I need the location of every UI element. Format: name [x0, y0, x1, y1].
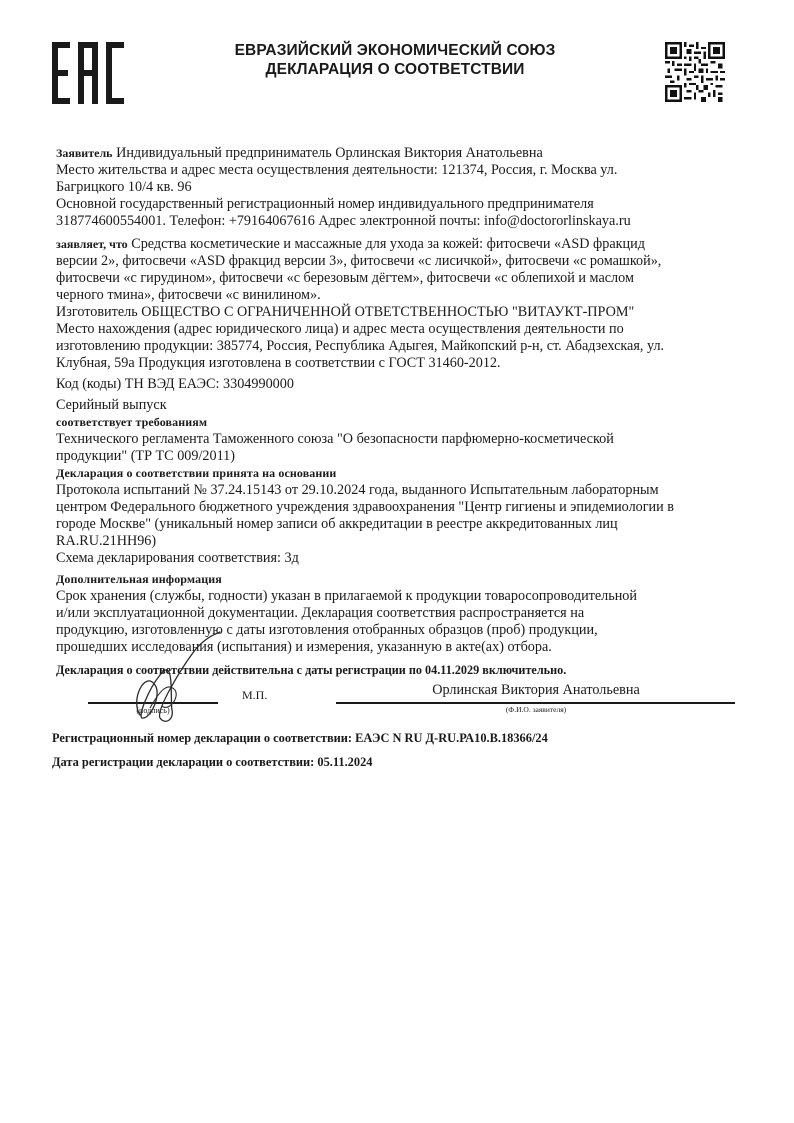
product-line1: [56, 236, 746, 253]
product-label: заявляет, что: [56, 237, 128, 251]
eac-logo: [52, 42, 124, 104]
declaration-body: [56, 145, 746, 656]
applicant-reg-line2: 318774600554001. Телефон: +79164067616 Адрес электронной почты: info@doctororlinskaya.ru: [56, 213, 631, 229]
validity-statement: Декларация о соответствии действительна с даты регистрации по 04.11.2029 включительно.: [56, 663, 567, 677]
manufacturer-line2: Место нахождения (адрес юридического лица) и адрес места осуществления деятельности по: [56, 321, 624, 337]
additional-line1: Срок хранения (службы, годности) указан в прилагаемой к продукции товаросопроводительной: [56, 588, 637, 604]
requirements-label: соответствует требованиям: [56, 415, 208, 429]
product-line2: версии 2», фитосвечи «ASD фракцид версии 3», фитосвечи «с лисичкой», фитосвечи «с ромашкой»,: [56, 253, 662, 269]
additional-info-label: Дополнительная информация: [56, 572, 222, 586]
name-line: [336, 702, 735, 704]
basis-label: Декларация о соответствии принята на основании: [56, 466, 337, 480]
title-union: ЕВРАЗИЙСКИЙ ЭКОНОМИЧЕСКИЙ СОЮЗ: [234, 42, 556, 59]
release-type: Серийный выпуск: [56, 397, 167, 413]
handwritten-signature: [120, 630, 230, 730]
additional-line2: и/или эксплуатационной документации. Декларация соответствия распространяется на: [56, 605, 585, 621]
product-line4: черного тмина», фитосвечи «с винилином».: [56, 287, 321, 303]
signature-caption: (подпись): [136, 706, 170, 715]
product-line3: фитосвечи «с гирудином», фитосвечи «с березовым дёгтем», фитосвечи «с облепихой и маслом: [56, 270, 634, 286]
applicant-name: Индивидуальный предприниматель Орлинская Виктория Анатольевна: [116, 145, 543, 161]
manufacturer-line4: Клубная, 59а Продукция изготовлена в соответствии с ГОСТ 31460-2012.: [56, 355, 501, 371]
manufacturer-line1: Изготовитель ОБЩЕСТВО С ОГРАНИЧЕННОЙ ОТВЕТСТВЕННОСТЬЮ "ВИТАУКТ-ПРОМ": [56, 304, 635, 320]
additional-line3: продукцию, изготовленную с даты изготовления отобранных образцов (проб) продукции,: [56, 622, 598, 638]
qr-code-icon: [665, 42, 725, 102]
document-title: [150, 41, 640, 79]
requirements-line2: продукции" (ТР ТС 009/2011): [56, 448, 235, 464]
registration-number: Регистрационный номер декларации о соответствии: ЕАЭС N RU Д-RU.РА10.В.18366/24: [52, 731, 548, 745]
registration-date: Дата регистрации декларации о соответствии: 05.11.2024: [52, 755, 373, 769]
manufacturer-line3: изготовлению продукции: 385774, Россия, Республика Адыгея, Майкопский р-н, ст. Абадзехская, ул.: [56, 338, 665, 354]
applicant-address-line1: Место жительства и адрес места осуществления деятельности: 121374, Россия, г. Москва ул.: [56, 162, 618, 178]
basis-line1: Протокола испытаний № 37.24.15143 от 29.10.2024 года, выданного Испытательным лабораторным: [56, 482, 659, 498]
requirements-line1: Технического регламента Таможенного союза "О безопасности парфюмерно-косметической: [56, 431, 614, 447]
basis-line2: центром Федерального бюджетного учреждения здравоохранения "Центр гигиены и эпидемиологии в: [56, 499, 674, 515]
declaration-scheme: Схема декларирования соответствия: 3д: [56, 550, 299, 566]
basis-line4: RA.RU.21НН96): [56, 533, 157, 549]
applicant-reg-line1: Основной государственный регистрационный номер индивидуального предпринимателя: [56, 196, 594, 212]
applicant-label: Заявитель: [56, 146, 113, 160]
title-declaration: ДЕКЛАРАЦИЯ О СООТВЕТСТВИИ: [265, 61, 525, 78]
applicant-address-line2: Багрицкого 10/4 кв. 96: [56, 179, 192, 195]
tn-ved-code: Код (коды) ТН ВЭД ЕАЭС: 3304990000: [56, 376, 294, 392]
product-text1: Средства косметические и массажные для ухода за кожей: фитосвечи «ASD фракцид: [131, 236, 645, 252]
additional-line4: прошедших исследования (испытания) и измерения, указанную в акте(ах) отбора.: [56, 639, 552, 655]
applicant-line: [56, 145, 746, 162]
stamp-place: М.П.: [242, 688, 268, 702]
basis-line3: городе Москве" (уникальный номер записи об аккредитации в реестре аккредитованных лиц: [56, 516, 618, 532]
name-caption: (Ф.И.О. заявителя): [505, 705, 567, 714]
applicant-full-name: Орлинская Виктория Анатольевна: [432, 682, 640, 698]
